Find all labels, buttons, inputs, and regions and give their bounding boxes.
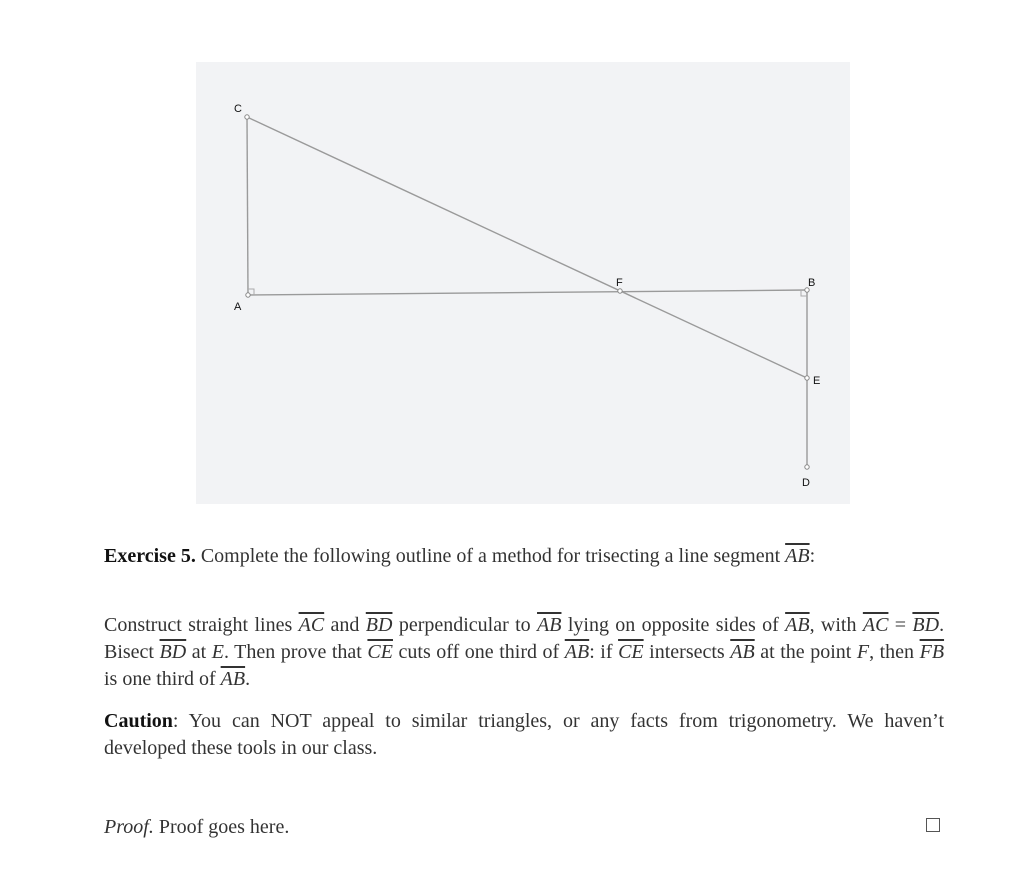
math-bd: $\overline{BD}$ — [912, 614, 940, 636]
text: . Then prove that — [223, 641, 362, 663]
math-ac: $\overline{AC}$ — [862, 614, 889, 636]
text: . — [245, 668, 251, 690]
math-ab: $\overline{AB}$ — [730, 641, 755, 663]
exercise-heading — [104, 543, 944, 570]
geometry-figure — [196, 62, 850, 504]
text: and — [330, 614, 360, 636]
text: at the point — [760, 641, 852, 663]
math-equals: = — [888, 614, 913, 636]
math-ac: $\overline{AC}$ — [298, 614, 325, 636]
math-ab: $\overline{AB}$ — [564, 641, 590, 663]
text: : if — [589, 641, 613, 663]
caution-text: : You can NOT appeal to similar triangles, or any facts from trigonometry. We haven’t developed these tools in our class. — [104, 710, 944, 759]
point-a — [246, 293, 250, 297]
math-bd: $\overline{BD}$ — [365, 614, 393, 636]
qed-box-icon — [926, 818, 940, 832]
segment-ce — [247, 117, 807, 378]
proof-section — [104, 814, 944, 841]
math-bd: $\overline{BD}$ — [159, 641, 187, 663]
text: cuts off one third of — [398, 641, 560, 663]
text: is one third of — [104, 668, 216, 690]
math-f: F — [856, 641, 870, 663]
math-ce: $\overline{CE}$ — [618, 641, 644, 663]
exercise-statement — [104, 612, 944, 693]
label-b: B — [808, 277, 816, 289]
exercise-colon: : — [809, 545, 816, 567]
math-ab: $\overline{AB}$ — [785, 614, 810, 636]
label-f: F — [616, 277, 623, 289]
segment-ab — [248, 290, 807, 295]
text: . Bisect — [104, 614, 945, 663]
text: at — [191, 641, 207, 663]
math-e: E — [211, 641, 224, 663]
proof-label: Proof. — [104, 816, 154, 838]
text: intersects — [649, 641, 725, 663]
math-ce: $\overline{CE}$ — [367, 641, 393, 663]
math-fb: $\overline{FB}$ — [919, 641, 945, 663]
math-ab: $\overline{AB}$ — [220, 668, 246, 690]
text: , with — [809, 614, 857, 636]
point-d — [805, 465, 809, 469]
text: lying on opposite sides of — [567, 614, 779, 636]
label-a: A — [234, 301, 242, 313]
text: Construct straight lines — [104, 614, 293, 636]
math-ab: $\overline{AB}$ — [537, 614, 562, 636]
label-c: C — [234, 103, 242, 115]
point-f — [618, 289, 622, 293]
point-c — [245, 115, 249, 119]
figure-canvas — [196, 62, 850, 504]
label-e: E — [813, 375, 821, 387]
caution-note — [104, 708, 944, 762]
proof-text: Proof goes here. — [158, 816, 290, 838]
segment-ca — [247, 117, 248, 295]
exercise-prompt: Complete the following outline of a method for trisecting a line segment — [200, 545, 781, 567]
text: , then — [869, 641, 915, 663]
caution-label: Caution — [104, 710, 173, 732]
math-ab: $\overline{AB}$ — [785, 545, 810, 567]
text: perpendicular to — [398, 614, 531, 636]
point-e — [805, 376, 809, 380]
exercise-number: Exercise 5. — [104, 545, 196, 567]
label-d: D — [802, 477, 810, 489]
